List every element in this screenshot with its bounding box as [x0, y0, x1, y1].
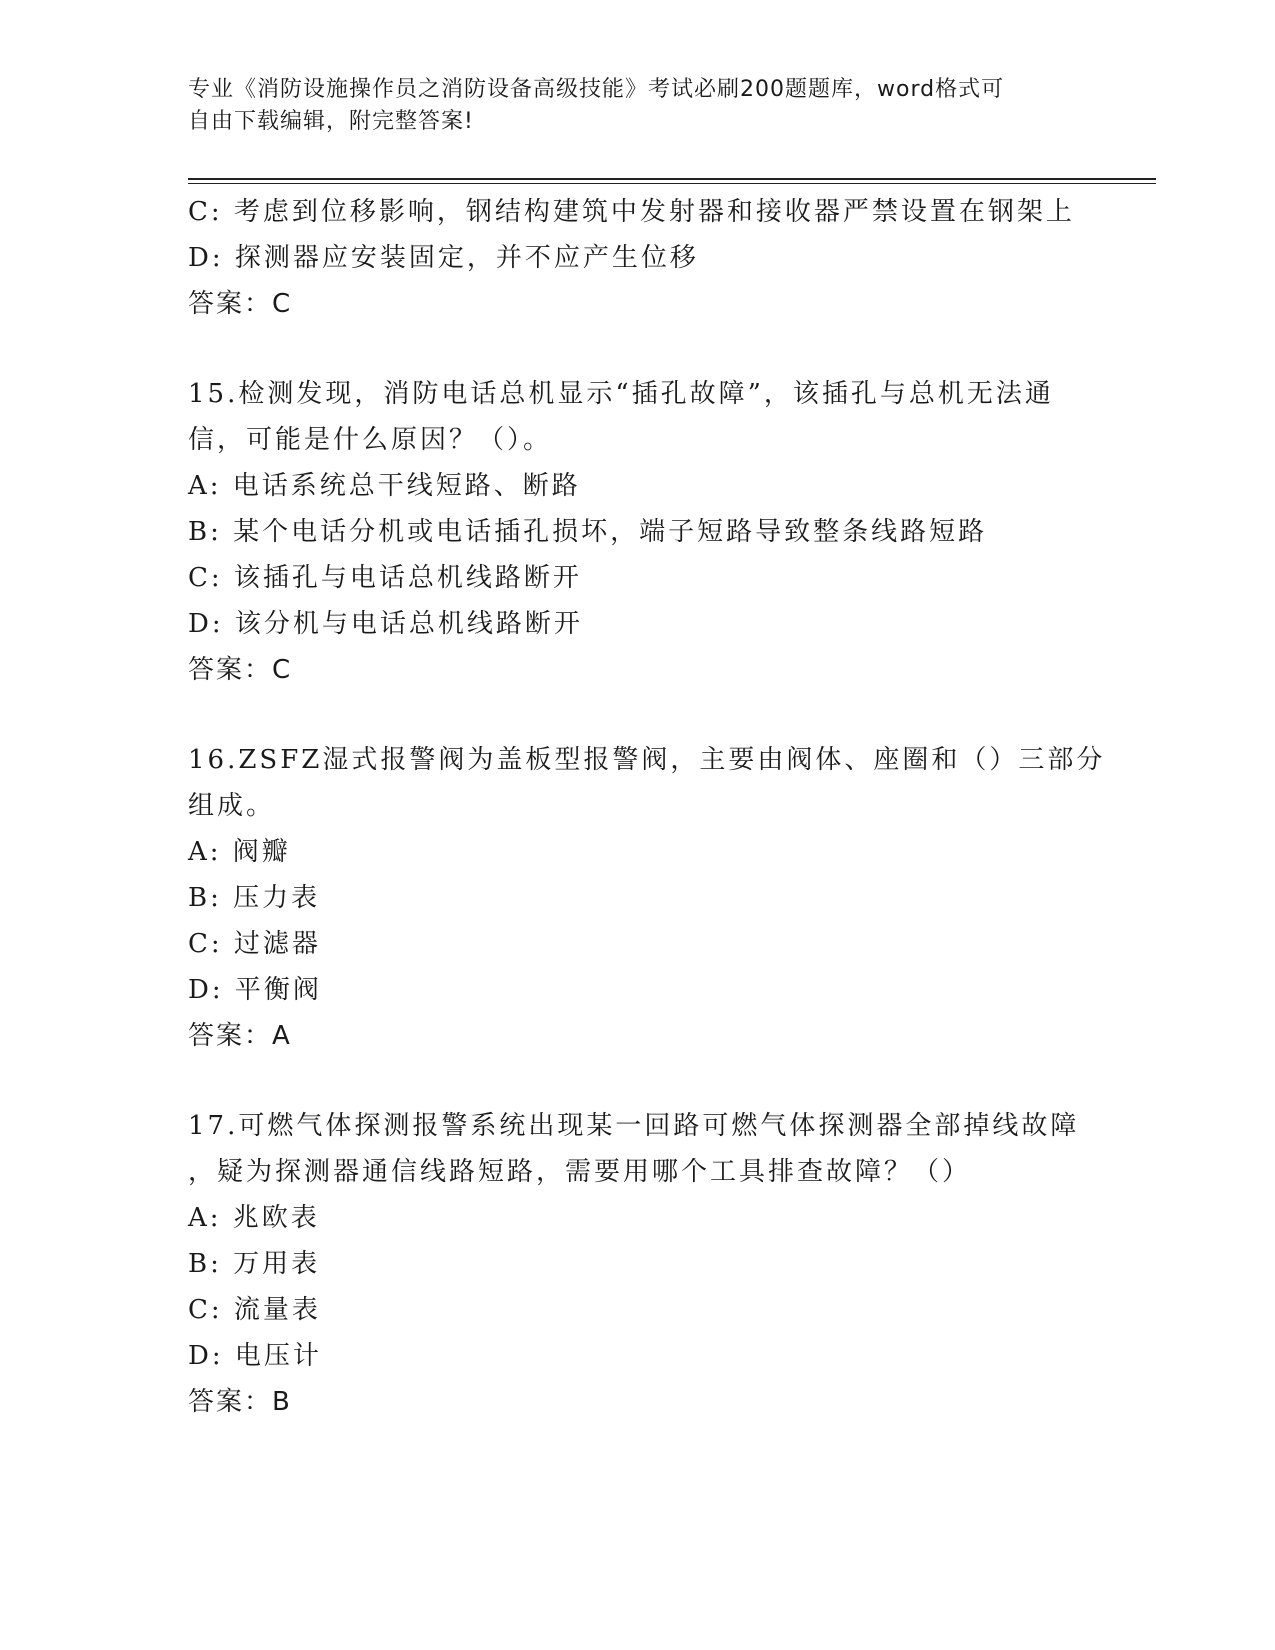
option-c: C: 流量表: [188, 1295, 321, 1325]
question-stem-line: 17.可燃气体探测报警系统出现某一回路可燃气体探测器全部掉线故障: [188, 1111, 1080, 1141]
option-d: D: 探测器应安装固定，并不应产生位移: [188, 243, 699, 273]
question-stem-line: ，疑为探测器通信线路短路，需要用哪个工具排查故障？（）: [188, 1157, 972, 1187]
header-divider-top: [188, 178, 1156, 180]
spacer: [188, 693, 1088, 737]
spacer: [188, 1059, 1088, 1103]
question-17: [188, 1103, 1088, 1425]
option-c: C: 考虑到位移影响，钢结构建筑中发射器和接收器严禁设置在钢架上: [188, 197, 1075, 227]
option-b: B: 某个电话分机或电话插孔损坏，端子短路导致整条线路短路: [188, 517, 988, 547]
header-line-2: 自由下载编辑，附完整答案!: [188, 109, 474, 134]
answer-line: 答案：B: [188, 1387, 292, 1417]
option-b: B: 压力表: [188, 883, 321, 913]
question-stem-line: 组成。: [188, 791, 276, 821]
question-stem-line: 信，可能是什么原因？（）。: [188, 425, 553, 455]
question-14-continued: [188, 189, 1088, 327]
page-header: [188, 74, 1068, 138]
question-stem-line: 16.ZSFZ湿式报警阀为盖板型报警阀，主要由阀体、座圈和（）三部分: [188, 745, 1106, 775]
option-c: C: 过滤器: [188, 929, 321, 959]
answer-line: 答案：C: [188, 655, 293, 685]
option-a: A: 兆欧表: [188, 1203, 320, 1233]
header-divider-bottom: [188, 183, 1156, 184]
answer-line: 答案：A: [188, 1021, 292, 1051]
option-b: B: 万用表: [188, 1249, 321, 1279]
option-a: A: 电话系统总干线短路、断路: [188, 471, 581, 501]
spacer: [188, 327, 1088, 371]
question-16: [188, 737, 1106, 1059]
question-15: [188, 371, 1088, 693]
option-d: D: 该分机与电话总机线路断开: [188, 609, 583, 639]
option-d: D: 平衡阀: [188, 975, 322, 1005]
option-c: C: 该插孔与电话总机线路断开: [188, 563, 582, 593]
question-stem-line: 15.检测发现，消防电话总机显示“插孔故障”，该插孔与总机无法通: [188, 379, 1054, 409]
option-a: A: 阀瓣: [188, 837, 291, 867]
option-d: D: 电压计: [188, 1341, 322, 1371]
header-line-1: 专业《消防设施操作员之消防设备高级技能》考试必刷200题题库，word格式可: [188, 77, 1005, 102]
document-body: [188, 189, 1106, 1425]
answer-line: 答案：C: [188, 289, 293, 319]
